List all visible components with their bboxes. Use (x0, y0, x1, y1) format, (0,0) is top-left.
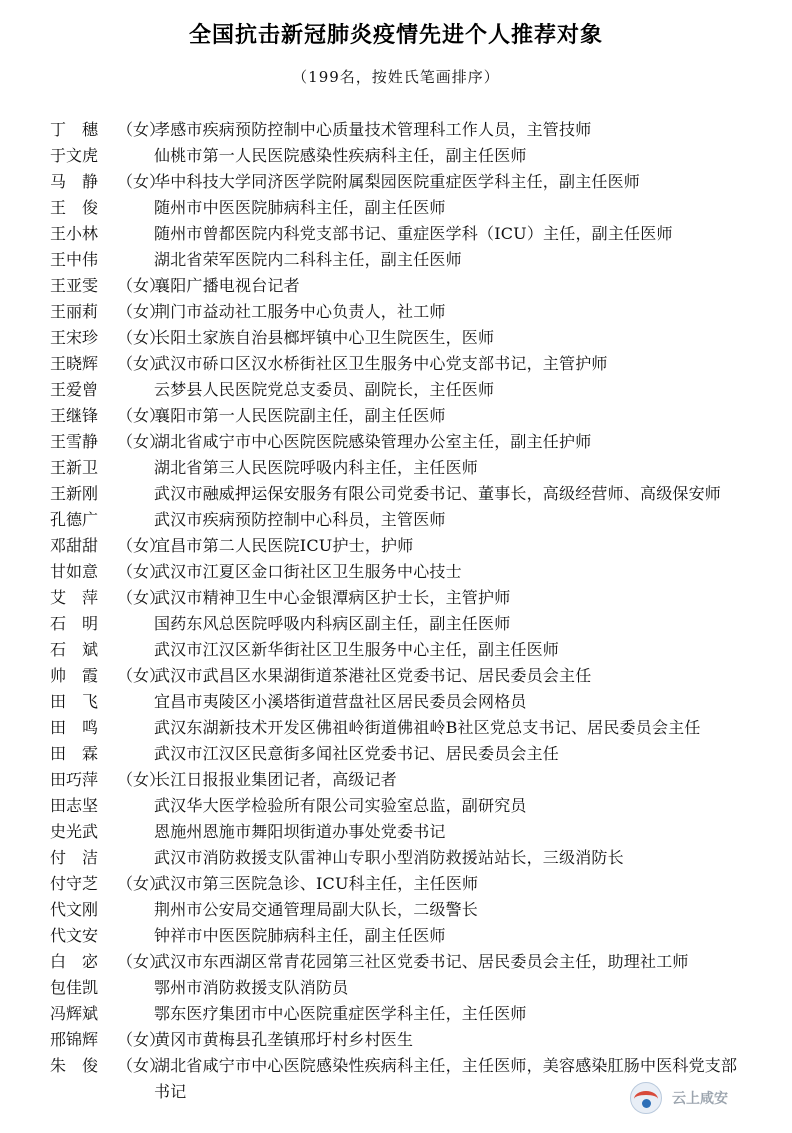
nominee-description: 武汉市消防救援支队雷神山专职小型消防救援站站长，三级消防长 (154, 848, 624, 867)
list-item (50, 143, 750, 169)
list-item (50, 559, 750, 585)
nominee-name: 王丽莉 (50, 302, 99, 321)
nominee-gender: （女） (117, 952, 166, 971)
nominee-gender: （女） (117, 874, 166, 893)
nominee-name: 田 飞 (50, 692, 99, 711)
list-item (50, 247, 750, 273)
list-item (50, 533, 750, 559)
list-item (50, 351, 750, 377)
list-item (50, 325, 750, 351)
list-item (50, 273, 750, 299)
list-item (50, 689, 750, 715)
nominee-gender: （女） (117, 172, 166, 191)
list-item (50, 793, 750, 819)
nominee-description: 武汉市硚口区汉水桥街社区卫生服务中心党支部书记，主管护师 (154, 354, 608, 373)
nominee-description: 鄂东医疗集团市中心医院重症医学科主任，主任医师 (154, 1004, 527, 1023)
nominee-description: 随州市曾都医院内科党支部书记、重症医学科（ICU）主任，副主任医师 (154, 224, 673, 243)
nominee-name: 马 静 (50, 172, 99, 191)
nominee-description: 武汉市精神卫生中心金银潭病区护士长，主管护师 (154, 588, 511, 607)
nominee-description: 云梦县人民医院党总支委员、副院长，主任医师 (154, 380, 495, 399)
nominee-name: 田 霖 (50, 744, 99, 763)
list-item (50, 871, 750, 897)
nominee-name: 代文安 (50, 926, 99, 945)
watermark (630, 1083, 728, 1113)
nominee-name: 王亚雯 (50, 276, 99, 295)
nominee-gender: （女） (117, 1030, 166, 1049)
nominee-name: 代文刚 (50, 900, 99, 919)
nominee-name: 邓甜甜 (50, 536, 99, 555)
nominee-description: 襄阳广播电视台记者 (154, 276, 300, 295)
nominee-gender: （女） (117, 770, 166, 789)
nominee-name: 包佳凯 (50, 978, 99, 997)
nominee-name: 石 明 (50, 614, 99, 633)
nominee-description: 随州市中医医院肺病科主任，副主任医师 (154, 198, 446, 217)
nominee-name: 田 鸣 (50, 718, 99, 737)
nominee-description: 武汉市融威押运保安服务有限公司党委书记、董事长，高级经营师、高级保安师 (154, 484, 722, 503)
nominee-list (50, 117, 750, 1105)
nominee-name: 白 宓 (50, 952, 99, 971)
nominee-name: 王小林 (50, 224, 99, 243)
nominee-description: 武汉市第三医院急诊、ICU科主任，主任医师 (154, 874, 479, 893)
nominee-name: 孔德广 (50, 510, 99, 529)
nominee-name: 朱 俊 (50, 1056, 99, 1075)
list-item (50, 195, 750, 221)
list-item (50, 117, 750, 143)
nominee-gender: （女） (117, 666, 166, 685)
nominee-description: 武汉市疾病预防控制中心科员，主管医师 (154, 510, 446, 529)
nominee-description: 武汉东湖新技术开发区佛祖岭街道佛祖岭B社区党总支书记、居民委员会主任 (154, 718, 701, 737)
list-item (50, 429, 750, 455)
list-item (50, 221, 750, 247)
nominee-gender: （女） (117, 1056, 166, 1075)
list-item (50, 923, 750, 949)
nominee-description: 湖北省荣军医院内二科科主任，副主任医师 (154, 250, 462, 269)
list-item (50, 169, 750, 195)
nominee-gender: （女） (117, 354, 166, 373)
nominee-description: 武汉市东西湖区常青花园第三社区党委书记、居民委员会主任，助理社工师 (154, 952, 689, 971)
list-item (50, 845, 750, 871)
nominee-description: 湖北省咸宁市中心医院医院感染管理办公室主任，副主任护师 (154, 432, 592, 451)
nominee-description: 华中科技大学同济医学院附属梨园医院重症医学科主任，副主任医师 (154, 172, 641, 191)
list-item (50, 741, 750, 767)
list-item (50, 377, 750, 403)
list-item (50, 897, 750, 923)
nominee-description: 恩施州恩施市舞阳坝街道办事处党委书记 (154, 822, 446, 841)
nominee-description: 长江日报报业集团记者，高级记者 (154, 770, 398, 789)
list-item (50, 663, 750, 689)
document-title: 全国抗击新冠肺炎疫情先进个人推荐对象 (188, 23, 603, 48)
nominee-name: 丁 穗 (50, 120, 99, 139)
list-item (50, 975, 750, 1001)
nominee-name: 史光武 (50, 822, 99, 841)
nominee-description: 荆门市益动社工服务中心负责人，社工师 (154, 302, 446, 321)
nominee-name: 田志坚 (50, 796, 99, 815)
list-item (50, 637, 750, 663)
nominee-description: 长阳土家族自治县榔坪镇中心卫生院医生，医师 (154, 328, 495, 347)
nominee-name: 王爱曾 (50, 380, 99, 399)
nominee-description: 钟祥市中医医院肺病科主任，副主任医师 (154, 926, 446, 945)
list-item (50, 1027, 750, 1053)
list-item (50, 455, 750, 481)
nominee-name: 甘如意 (50, 562, 99, 581)
nominee-description: 鄂州市消防救援支队消防员 (154, 978, 349, 997)
nominee-name: 王晓辉 (50, 354, 99, 373)
nominee-description: 国药东风总医院呼吸内科病区副主任，副主任医师 (154, 614, 511, 633)
list-item (50, 1001, 750, 1027)
nominee-gender: （女） (117, 588, 166, 607)
list-item (50, 507, 750, 533)
yunshang-logo-icon (630, 1082, 662, 1114)
nominee-name: 冯辉斌 (50, 1004, 99, 1023)
nominee-description: 孝感市疾病预防控制中心质量技术管理科工作人员，主管技师 (154, 120, 592, 139)
list-item (50, 819, 750, 845)
nominee-name: 帅 霞 (50, 666, 99, 685)
list-item (50, 403, 750, 429)
nominee-description: 黄冈市黄梅县孔垄镇邢圩村乡村医生 (154, 1030, 414, 1049)
nominee-gender: （女） (117, 406, 166, 425)
watermark-text: 云上咸安 (672, 1091, 728, 1107)
list-item (50, 481, 750, 507)
nominee-name: 田巧萍 (50, 770, 99, 789)
nominee-description: 宜昌市第二人民医院ICU护士，护师 (154, 536, 414, 555)
nominee-name: 王新卫 (50, 458, 99, 477)
nominee-gender: （女） (117, 276, 166, 295)
nominee-gender: （女） (117, 536, 166, 555)
nominee-name: 王中伟 (50, 250, 99, 269)
nominee-name: 王雪静 (50, 432, 99, 451)
nominee-description: 武汉市江汉区民意街多闻社区党委书记、居民委员会主任 (154, 744, 560, 763)
nominee-name: 王新刚 (50, 484, 99, 503)
nominee-name: 邢锦辉 (50, 1030, 99, 1049)
nominee-name: 付 洁 (50, 848, 99, 867)
nominee-name: 王宋珍 (50, 328, 99, 347)
nominee-gender: （女） (117, 432, 166, 451)
list-item (50, 585, 750, 611)
list-item (50, 611, 750, 637)
nominee-description: 武汉市江汉区新华街社区卫生服务中心主任，副主任医师 (154, 640, 560, 659)
nominee-name: 付守芝 (50, 874, 99, 893)
nominee-description: 襄阳市第一人民医院副主任，副主任医师 (154, 406, 446, 425)
nominee-description: 宜昌市夷陵区小溪塔街道营盘社区居民委员会网格员 (154, 692, 527, 711)
nominee-gender: （女） (117, 120, 166, 139)
nominee-description: 湖北省第三人民医院呼吸内科主任，主任医师 (154, 458, 479, 477)
nominee-gender: （女） (117, 562, 166, 581)
nominee-gender: （女） (117, 328, 166, 347)
list-item (50, 715, 750, 741)
document-subtitle: （199名，按姓氏笔画排序） (292, 68, 500, 86)
list-item (50, 949, 750, 975)
nominee-description: 湖北省咸宁市中心医院感染性疾病科主任，主任医师，美容感染肛肠中医科党支部书记 (154, 1056, 738, 1101)
nominee-name: 石 斌 (50, 640, 99, 659)
nominee-description: 仙桃市第一人民医院感染性疾病科主任，副主任医师 (154, 146, 527, 165)
list-item (50, 767, 750, 793)
nominee-name: 于文虎 (50, 146, 99, 165)
nominee-name: 王 俊 (50, 198, 99, 217)
nominee-description: 荆州市公安局交通管理局副大队长，二级警长 (154, 900, 479, 919)
nominee-name: 艾 萍 (50, 588, 99, 607)
nominee-name: 王继锋 (50, 406, 99, 425)
nominee-description: 武汉市武昌区水果湖街道茶港社区党委书记、居民委员会主任 (154, 666, 592, 685)
nominee-description: 武汉华大医学检验所有限公司实验室总监，副研究员 (154, 796, 527, 815)
nominee-gender: （女） (117, 302, 166, 321)
list-item (50, 299, 750, 325)
nominee-description: 武汉市江夏区金口街社区卫生服务中心技士 (154, 562, 462, 581)
